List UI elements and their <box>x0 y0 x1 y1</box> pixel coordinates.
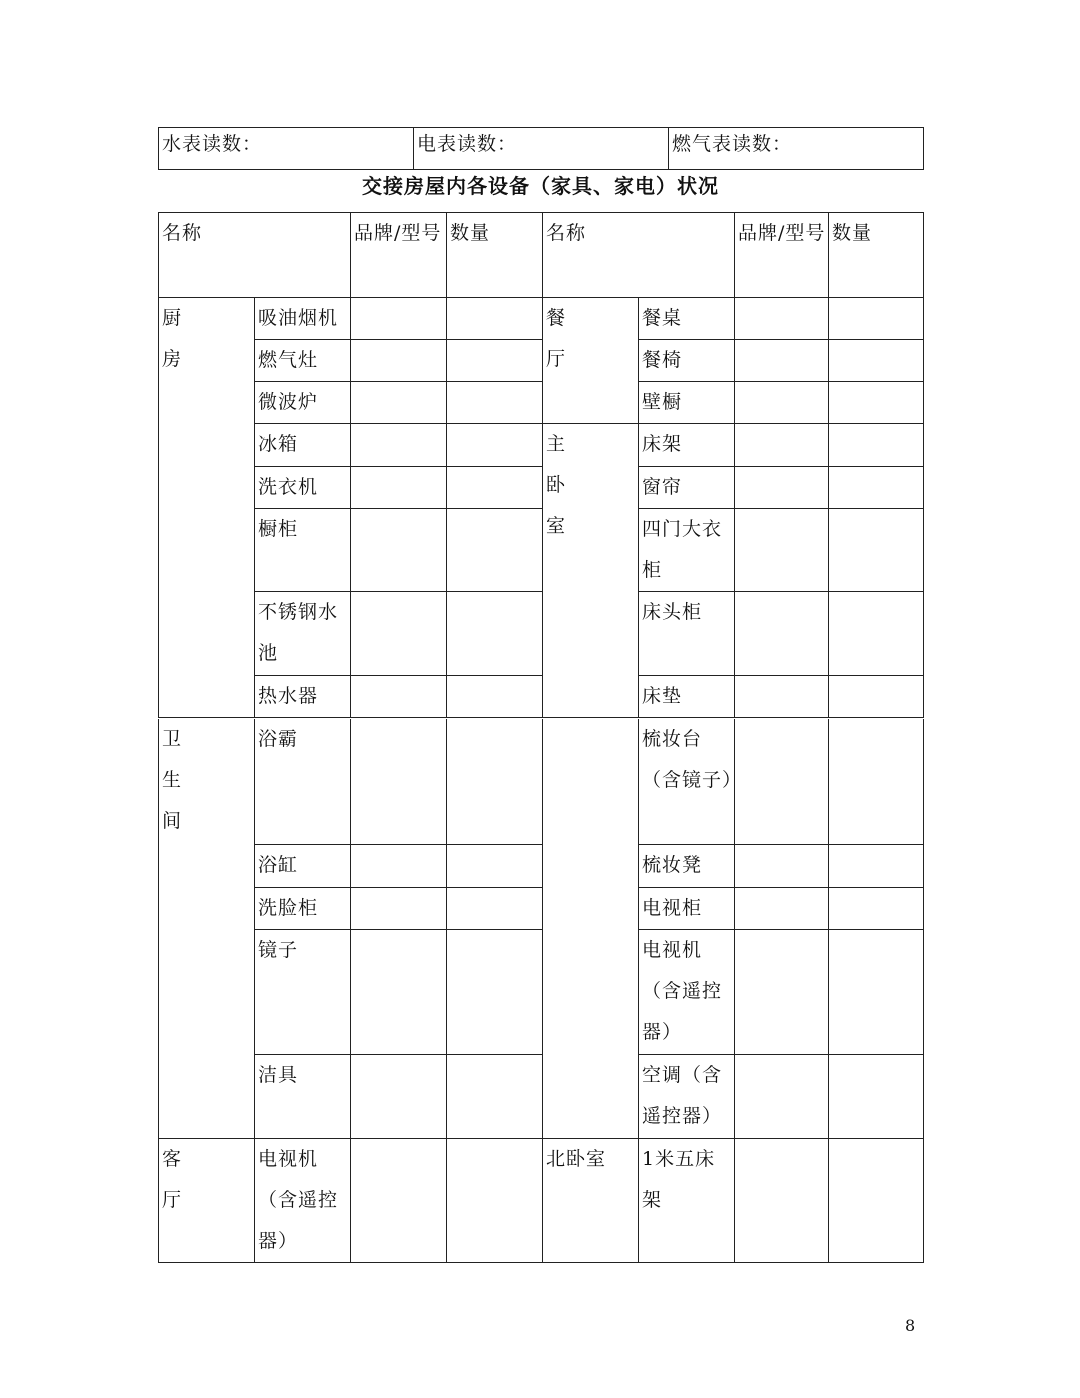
item-name: 燃气灶 <box>258 349 319 371</box>
brand-cell[interactable] <box>351 1054 447 1138</box>
table-row <box>159 1138 924 1262</box>
north-bedroom-label: 北卧室 <box>546 1147 607 1170</box>
page-number: 8 <box>905 1316 916 1335</box>
table-row <box>159 887 924 929</box>
brand-cell[interactable] <box>351 676 447 718</box>
qty-cell[interactable] <box>829 467 924 509</box>
item-name: 热水器 <box>258 685 319 707</box>
qty-cell[interactable] <box>447 1138 543 1262</box>
qty-cell[interactable] <box>829 382 924 424</box>
brand-cell[interactable] <box>351 887 447 929</box>
table-row <box>159 676 924 718</box>
brand-cell[interactable] <box>735 929 829 1054</box>
brand-cell[interactable] <box>351 719 447 844</box>
qty-cell[interactable] <box>829 592 924 676</box>
meter-readings-table <box>158 127 924 170</box>
header-brand: 品牌/型号 <box>354 222 442 244</box>
water-meter-label: 水表读数： <box>162 133 263 155</box>
brand-cell[interactable] <box>735 382 829 424</box>
item-name: 床垫 <box>642 685 683 707</box>
qty-cell[interactable] <box>447 929 543 1054</box>
item-name: 电视柜 <box>642 896 703 919</box>
living-room-label: 客厅 <box>162 1147 182 1211</box>
brand-cell[interactable] <box>351 592 447 676</box>
qty-cell[interactable] <box>447 298 543 340</box>
qty-cell[interactable] <box>447 340 543 382</box>
brand-cell[interactable] <box>735 340 829 382</box>
qty-cell[interactable] <box>829 929 924 1054</box>
item-name: 床头柜 <box>642 601 703 623</box>
table-row <box>159 298 924 340</box>
table-row <box>159 467 924 509</box>
item-name: 浴缸 <box>258 853 299 876</box>
item-name: 梳妆凳 <box>642 853 703 876</box>
item-name: 电视机（含遥控器） <box>258 1147 339 1252</box>
item-name: 电视机（含遥控器） <box>642 938 723 1043</box>
qty-cell[interactable] <box>447 719 543 844</box>
header-qty: 数量 <box>450 222 491 244</box>
qty-cell[interactable] <box>447 509 543 592</box>
qty-cell[interactable] <box>447 592 543 676</box>
qty-cell[interactable] <box>829 887 924 929</box>
table-row <box>159 382 924 424</box>
electric-meter-cell[interactable] <box>414 128 669 170</box>
item-name: 镜子 <box>258 938 299 961</box>
item-name: 微波炉 <box>258 391 319 413</box>
brand-cell[interactable] <box>735 467 829 509</box>
gas-meter-label: 燃气表读数： <box>672 133 793 155</box>
qty-cell[interactable] <box>829 509 924 592</box>
brand-cell[interactable] <box>351 382 447 424</box>
brand-cell[interactable] <box>735 592 829 676</box>
brand-cell[interactable] <box>351 424 447 467</box>
header-name: 名称 <box>162 222 203 244</box>
table-row <box>159 340 924 382</box>
table-row <box>159 592 924 676</box>
brand-cell[interactable] <box>351 1138 447 1262</box>
water-meter-cell[interactable] <box>159 128 414 170</box>
item-name: 1米五床架 <box>642 1147 716 1211</box>
qty-cell[interactable] <box>829 1138 924 1262</box>
qty-cell[interactable] <box>829 844 924 887</box>
item-name: 冰箱 <box>258 433 299 455</box>
dining-label: 餐厅 <box>546 307 566 370</box>
qty-cell[interactable] <box>447 1054 543 1138</box>
qty-cell[interactable] <box>829 340 924 382</box>
brand-cell[interactable] <box>351 340 447 382</box>
qty-cell[interactable] <box>829 298 924 340</box>
brand-cell[interactable] <box>351 467 447 509</box>
table-row <box>159 844 924 887</box>
kitchen-label: 厨房 <box>162 307 182 370</box>
qty-cell[interactable] <box>447 887 543 929</box>
qty-cell[interactable] <box>829 719 924 844</box>
item-name: 浴霸 <box>258 728 299 750</box>
brand-cell[interactable] <box>735 887 829 929</box>
item-name: 洗衣机 <box>258 476 319 498</box>
bathroom-label: 卫生间 <box>162 728 182 832</box>
item-name: 洗脸柜 <box>258 896 319 919</box>
brand-cell[interactable] <box>351 298 447 340</box>
item-name: 橱柜 <box>258 518 299 540</box>
item-name: 吸油烟机 <box>258 307 339 329</box>
qty-cell[interactable] <box>447 676 543 718</box>
brand-cell[interactable] <box>735 424 829 467</box>
header-brand-right: 品牌/型号 <box>738 222 826 244</box>
brand-cell[interactable] <box>735 719 829 844</box>
brand-cell[interactable] <box>351 509 447 592</box>
master-bedroom-label: 主卧室 <box>546 433 566 537</box>
table-row <box>159 929 924 1054</box>
brand-cell[interactable] <box>735 298 829 340</box>
table-row <box>159 424 924 467</box>
table-row <box>159 1054 924 1138</box>
brand-cell[interactable] <box>735 676 829 718</box>
brand-cell[interactable] <box>735 509 829 592</box>
table-row <box>159 509 924 592</box>
qty-cell[interactable] <box>447 467 543 509</box>
qty-cell[interactable] <box>829 1054 924 1138</box>
item-name: 窗帘 <box>642 476 683 498</box>
qty-cell[interactable] <box>829 424 924 467</box>
equipment-table-lower <box>158 719 924 1263</box>
brand-cell[interactable] <box>735 1138 829 1262</box>
item-name: 餐椅 <box>642 349 683 371</box>
brand-cell[interactable] <box>351 844 447 887</box>
gas-meter-cell[interactable] <box>669 128 924 170</box>
brand-cell[interactable] <box>351 929 447 1054</box>
table-row <box>159 719 924 844</box>
item-name: 餐桌 <box>642 307 683 329</box>
equipment-table <box>158 212 924 718</box>
item-name: 四门大衣柜 <box>642 518 723 581</box>
item-name: 空调（含遥控器） <box>642 1063 723 1127</box>
item-name: 洁具 <box>258 1063 299 1086</box>
qty-cell[interactable] <box>447 424 543 467</box>
qty-cell[interactable] <box>447 382 543 424</box>
item-name: 床架 <box>642 433 683 455</box>
brand-cell[interactable] <box>735 844 829 887</box>
item-name: 不锈钢水池 <box>258 601 339 664</box>
header-name-right: 名称 <box>546 222 587 244</box>
qty-cell[interactable] <box>829 676 924 718</box>
item-name: 梳妆台（含镜子） <box>642 728 743 791</box>
qty-cell[interactable] <box>447 844 543 887</box>
brand-cell[interactable] <box>735 1054 829 1138</box>
item-name: 壁橱 <box>642 391 683 413</box>
table-header-row <box>159 213 924 298</box>
header-qty-right: 数量 <box>832 222 873 244</box>
electric-meter-label: 电表读数： <box>417 133 518 155</box>
section-title: 交接房屋内各设备（家具、家电）状况 <box>362 174 719 198</box>
